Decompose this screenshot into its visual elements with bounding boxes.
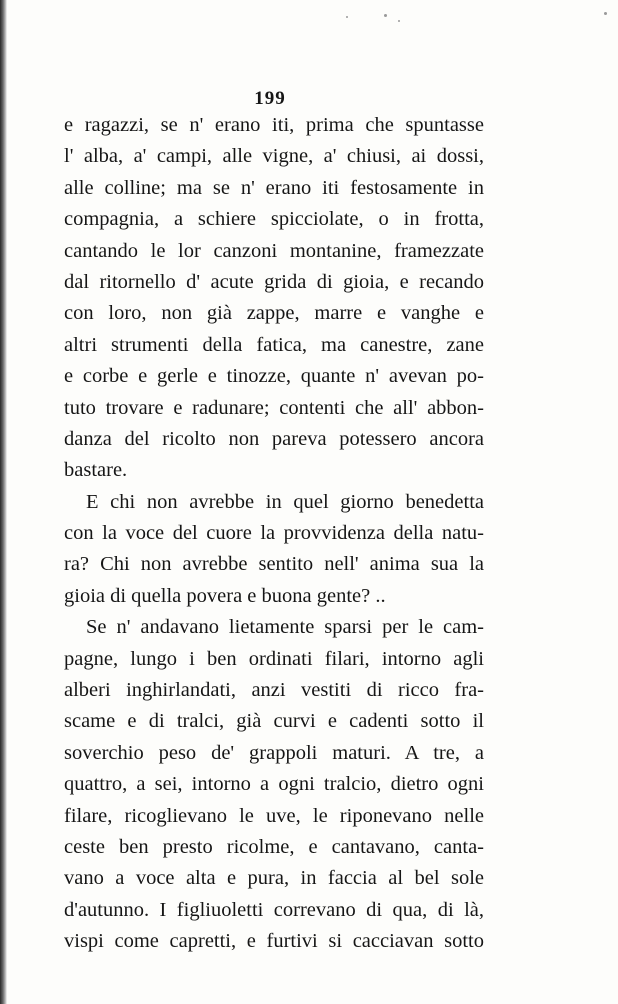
text-line: dal ritornello d' acute grida di gioia, e recando <box>64 270 484 293</box>
text-line: compagnia, a schiere spicciolate, o in frotta, <box>64 208 484 231</box>
text-line: altri strumenti della fatica, ma canestre, zane <box>64 333 484 356</box>
text-line: quattro, a sei, intorno a ogni tralcio, dietro ogni <box>64 773 484 796</box>
text-line: filare, ricoglievano le uve, le riponevano nelle <box>64 804 484 827</box>
text-line: alberi inghirlandati, anzi vestiti di ricco fra- <box>64 679 484 702</box>
text-line: e ragazzi, se n' erano iti, prima che spuntasse <box>64 114 484 136</box>
body-text <box>64 110 484 958</box>
text-line: scame e di tralci, già curvi e cadenti sotto il <box>64 710 484 733</box>
text-line: danza del ricolto non pareva potessero ancora <box>64 427 484 450</box>
text-line: tuto trovare e radunare; contenti che all' abbon- <box>64 396 484 419</box>
text-line: E chi non avrebbe in quel giorno benedetta <box>86 490 484 513</box>
text-line: con loro, non già zappe, marre e vanghe e <box>64 302 484 325</box>
text-line: cantando le lor canzoni montanine, framezzate <box>64 239 484 262</box>
text-line: l' alba, a' campi, alle vigne, a' chiusi, ai dossi, <box>64 145 484 168</box>
text-line: alle colline; ma se n' erano iti festosamente in <box>64 176 484 199</box>
text-line: vano a voce alta e pura, in faccia al bel sole <box>64 867 484 890</box>
book-binding-edge <box>0 0 7 1004</box>
text-line: ra? Chi non avrebbe sentito nell' anima sua la <box>64 553 484 576</box>
text-line: gioia di quella povera e buona gente? .. <box>64 584 386 607</box>
text-line: Se n' andavano lietamente sparsi per le cam- <box>86 616 484 639</box>
text-line: vispi come capretti, e furtivi si cacciavan sotto <box>64 930 484 953</box>
text-line: d'autunno. I figliuoletti correvano di qua, di là, <box>64 898 484 921</box>
text-line: pagne, lungo i ben ordinati filari, intorno agli <box>64 647 484 670</box>
text-line: ceste ben presto ricolme, e cantavano, canta- <box>64 835 484 858</box>
text-line: e corbe e gerle e tinozze, quante n' avevan po- <box>64 365 484 388</box>
page-number: 199 <box>254 88 286 109</box>
paper-speck <box>398 20 400 22</box>
text-line: bastare. <box>64 459 128 482</box>
paper-speck <box>346 16 348 18</box>
paper-speck <box>604 12 607 15</box>
text-line: con la voce del cuore la provvidenza della natu- <box>64 522 484 545</box>
paper-speck <box>384 14 387 17</box>
text-line: soverchio peso de' grappoli maturi. A tre, a <box>64 741 484 764</box>
